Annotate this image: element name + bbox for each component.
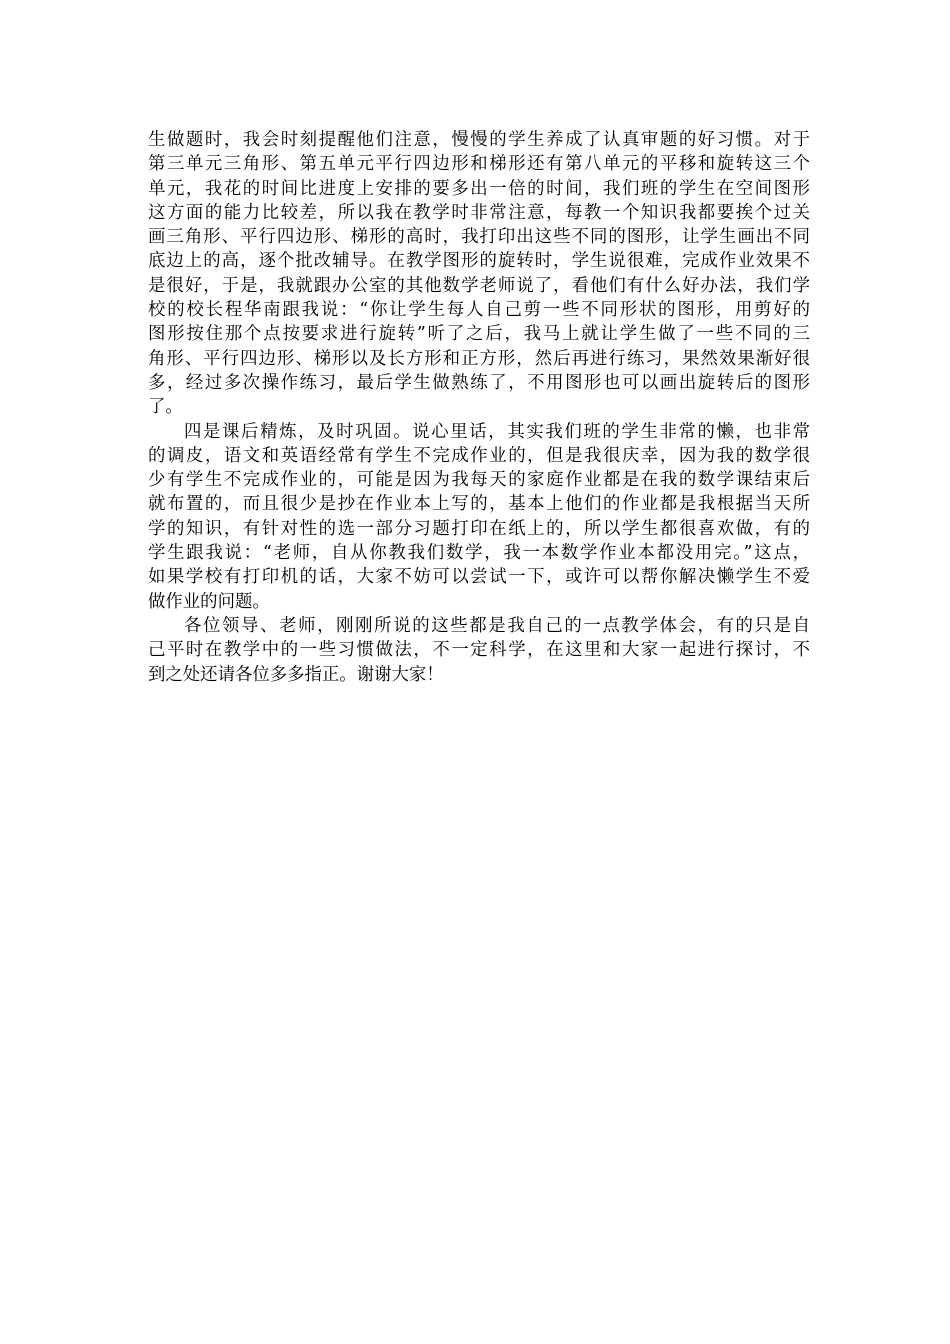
text-line: 图形按住那个点按要求进行旋转”听了之后，我马上就让学生做了一些不同的三	[148, 324, 810, 345]
text-line: 的调皮，语文和英语经常有学生不完成作业的，但是我很庆幸，因为我的数学很	[148, 445, 810, 466]
text-line: 了。	[148, 397, 183, 418]
text-line: 单元，我花的时间比进度上安排的要多出一倍的时间，我们班的学生在空间图形	[148, 178, 810, 199]
text-line: 少有学生不完成作业的，可能是因为我每天的家庭作业都是在我的数学课结束后	[148, 470, 810, 491]
text-line: 学生跟我说：“老师，自从你教我们数学，我一本数学作业本都没用完。”这点，	[148, 543, 810, 564]
text-line: 是很好，于是，我就跟办公室的其他数学老师说了，看他们有什么好办法，我们学	[148, 275, 810, 296]
document-body	[148, 128, 810, 687]
text-line: 到之处还请各位多多指正。谢谢大家！	[148, 664, 444, 685]
text-line: 各位领导、老师，刚刚所说的这些都是我自己的一点教学体会，有的只是自	[184, 615, 810, 636]
text-line: 做作业的问题。	[148, 591, 270, 612]
text-line: 如果学校有打印机的话，大家不妨可以尝试一下，或许可以帮你解决懒学生不爱	[148, 567, 810, 588]
text-line: 这方面的能力比较差，所以我在教学时非常注意，每教一个知识我都要挨个过关	[148, 202, 810, 223]
text-line: 学的知识，有针对性的选一部分习题打印在纸上的，所以学生都很喜欢做，有的	[148, 518, 810, 539]
text-line: 就布置的，而且很少是抄在作业本上写的，基本上他们的作业都是我根据当天所	[148, 494, 810, 515]
text-line: 底边上的高，逐个批改辅导。在教学图形的旋转时，学生说很难，完成作业效果不	[148, 251, 810, 272]
text-line: 多，经过多次操作练习，最后学生做熟练了，不用图形也可以画出旋转后的图形	[148, 372, 810, 393]
text-line: 己平时在教学中的一些习惯做法，不一定科学，在这里和大家一起进行探讨，不	[148, 640, 810, 661]
paragraph-closing	[148, 614, 810, 687]
text-line: 角形、平行四边形、梯形以及长方形和正方形，然后再进行练习，果然效果渐好很	[148, 348, 810, 369]
text-line: 生做题时，我会时刻提醒他们注意，慢慢的学生养成了认真审题的好习惯。对于	[148, 130, 810, 150]
paragraph-homework	[148, 420, 810, 614]
text-line: 第三单元三角形、第五单元平行四边形和梯形还有第八单元的平移和旋转这三个	[148, 154, 810, 175]
text-line: 四是课后精炼，及时巩固。说心里话，其实我们班的学生非常的懒，也非常	[184, 421, 810, 442]
text-line: 校的校长程华南跟我说：“你让学生每人自己剪一些不同形状的图形，用剪好的	[148, 300, 810, 321]
paragraph-continuation	[148, 128, 810, 420]
text-line: 画三角形、平行四边形、梯形的高时，我打印出这些不同的图形，让学生画出不同	[148, 227, 810, 248]
